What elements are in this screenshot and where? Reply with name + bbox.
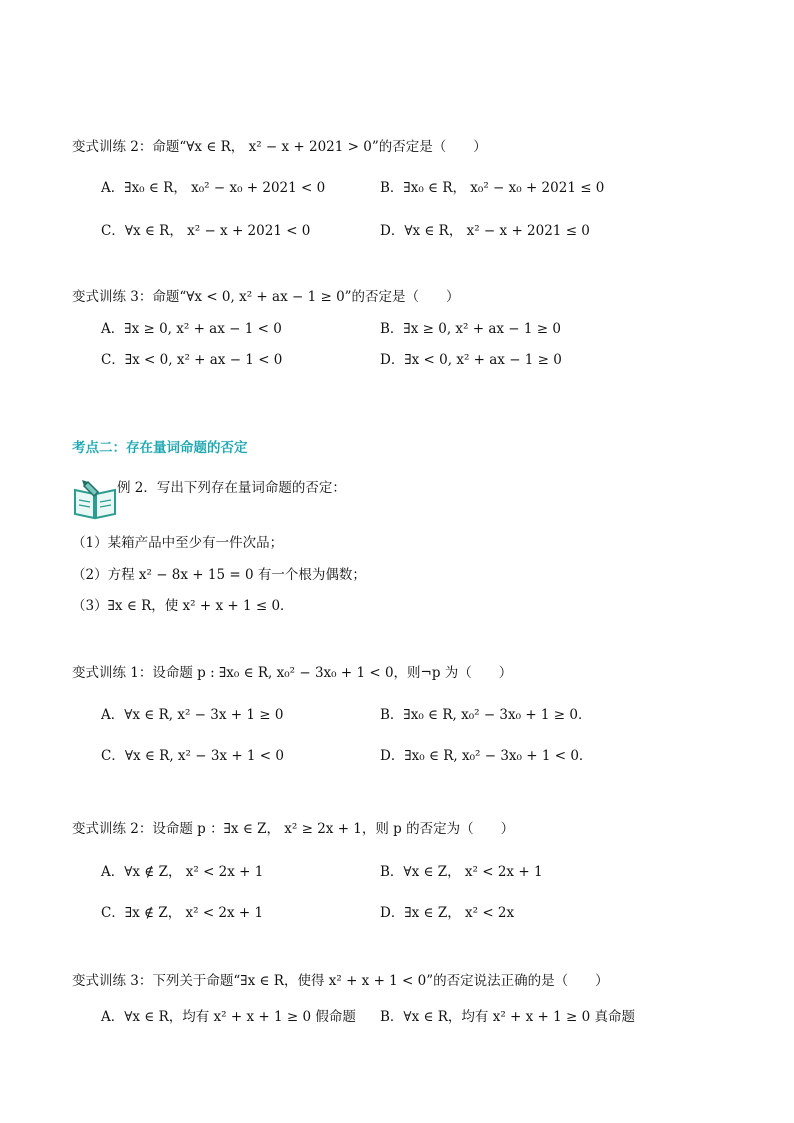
option-c: C．∃x ∉ Z， x² < 2x + 1 bbox=[101, 905, 264, 921]
option-c: C．∀x ∈ R， x² − x + 2021 < 0 bbox=[101, 223, 311, 239]
option-a: A．∃x ≥ 0, x² + ax − 1 < 0 bbox=[101, 321, 282, 337]
option-d: D．∃x ∈ Z， x² < 2x bbox=[380, 905, 515, 921]
book-pencil-icon bbox=[72, 478, 118, 520]
question-stem: 变式训练 2：设命题 p ：∃x ∈ Z， x² ≥ 2x + 1，则 p 的否定为（ ） bbox=[72, 821, 515, 837]
list-item: （2）方程 x² − 8x + 15 = 0 有一个根为偶数； bbox=[72, 567, 366, 583]
list-item: （3）∃x ∈ R，使 x² + x + 1 ≤ 0． bbox=[72, 598, 294, 614]
option-d: D．∀x ∈ R， x² − x + 2021 ≤ 0 bbox=[380, 223, 590, 239]
option-c: C．∀x ∈ R, x² − 3x + 1 < 0 bbox=[101, 748, 285, 764]
option-a: A．∀x ∈ R，均有 x² + x + 1 ≥ 0 假命题 bbox=[101, 1009, 356, 1025]
option-a: A．∀x ∈ R, x² − 3x + 1 ≥ 0 bbox=[101, 707, 284, 723]
example-label: 例 2．写出下列存在量词命题的否定： bbox=[117, 480, 346, 496]
option-c: C．∃x < 0, x² + ax − 1 < 0 bbox=[101, 352, 283, 368]
option-d: D．∃x₀ ∈ R, x₀² − 3x₀ + 1 < 0． bbox=[380, 748, 593, 764]
list-item: （1）某箱产品中至少有一件次品； bbox=[72, 535, 284, 551]
option-b: B．∃x ≥ 0, x² + ax − 1 ≥ 0 bbox=[380, 321, 561, 337]
question-stem: 变式训练 3：下列关于命题“∃x ∈ R，使得 x² + x + 1 < 0”的否定说法正确的是（ ） bbox=[72, 973, 609, 989]
question-stem: 变式训练 3：命题“∀x < 0, x² + ax − 1 ≥ 0”的否定是（ ） bbox=[72, 289, 460, 305]
section-title: 考点二：存在量词命题的否定 bbox=[72, 440, 248, 456]
option-a: A．∀x ∉ Z， x² < 2x + 1 bbox=[101, 864, 264, 880]
question-stem: 变式训练 2：命题“∀x ∈ R， x² − x + 2021 > 0”的否定是（ ） bbox=[72, 139, 487, 155]
option-a: A．∃x₀ ∈ R， x₀² − x₀ + 2021 < 0 bbox=[101, 180, 326, 196]
option-d: D．∃x < 0, x² + ax − 1 ≥ 0 bbox=[380, 352, 562, 368]
option-b: B．∀x ∈ R，均有 x² + x + 1 ≥ 0 真命题 bbox=[380, 1009, 636, 1025]
option-b: B．∃x₀ ∈ R, x₀² − 3x₀ + 1 ≥ 0． bbox=[380, 707, 592, 723]
option-b: B．∀x ∈ Z， x² < 2x + 1 bbox=[380, 864, 543, 880]
option-b: B．∃x₀ ∈ R， x₀² − x₀ + 2021 ≤ 0 bbox=[380, 180, 605, 196]
question-stem: 变式训练 1：设命题 p : ∃x₀ ∈ R, x₀² − 3x₀ + 1 < 0，则¬p 为（ ） bbox=[72, 665, 513, 681]
